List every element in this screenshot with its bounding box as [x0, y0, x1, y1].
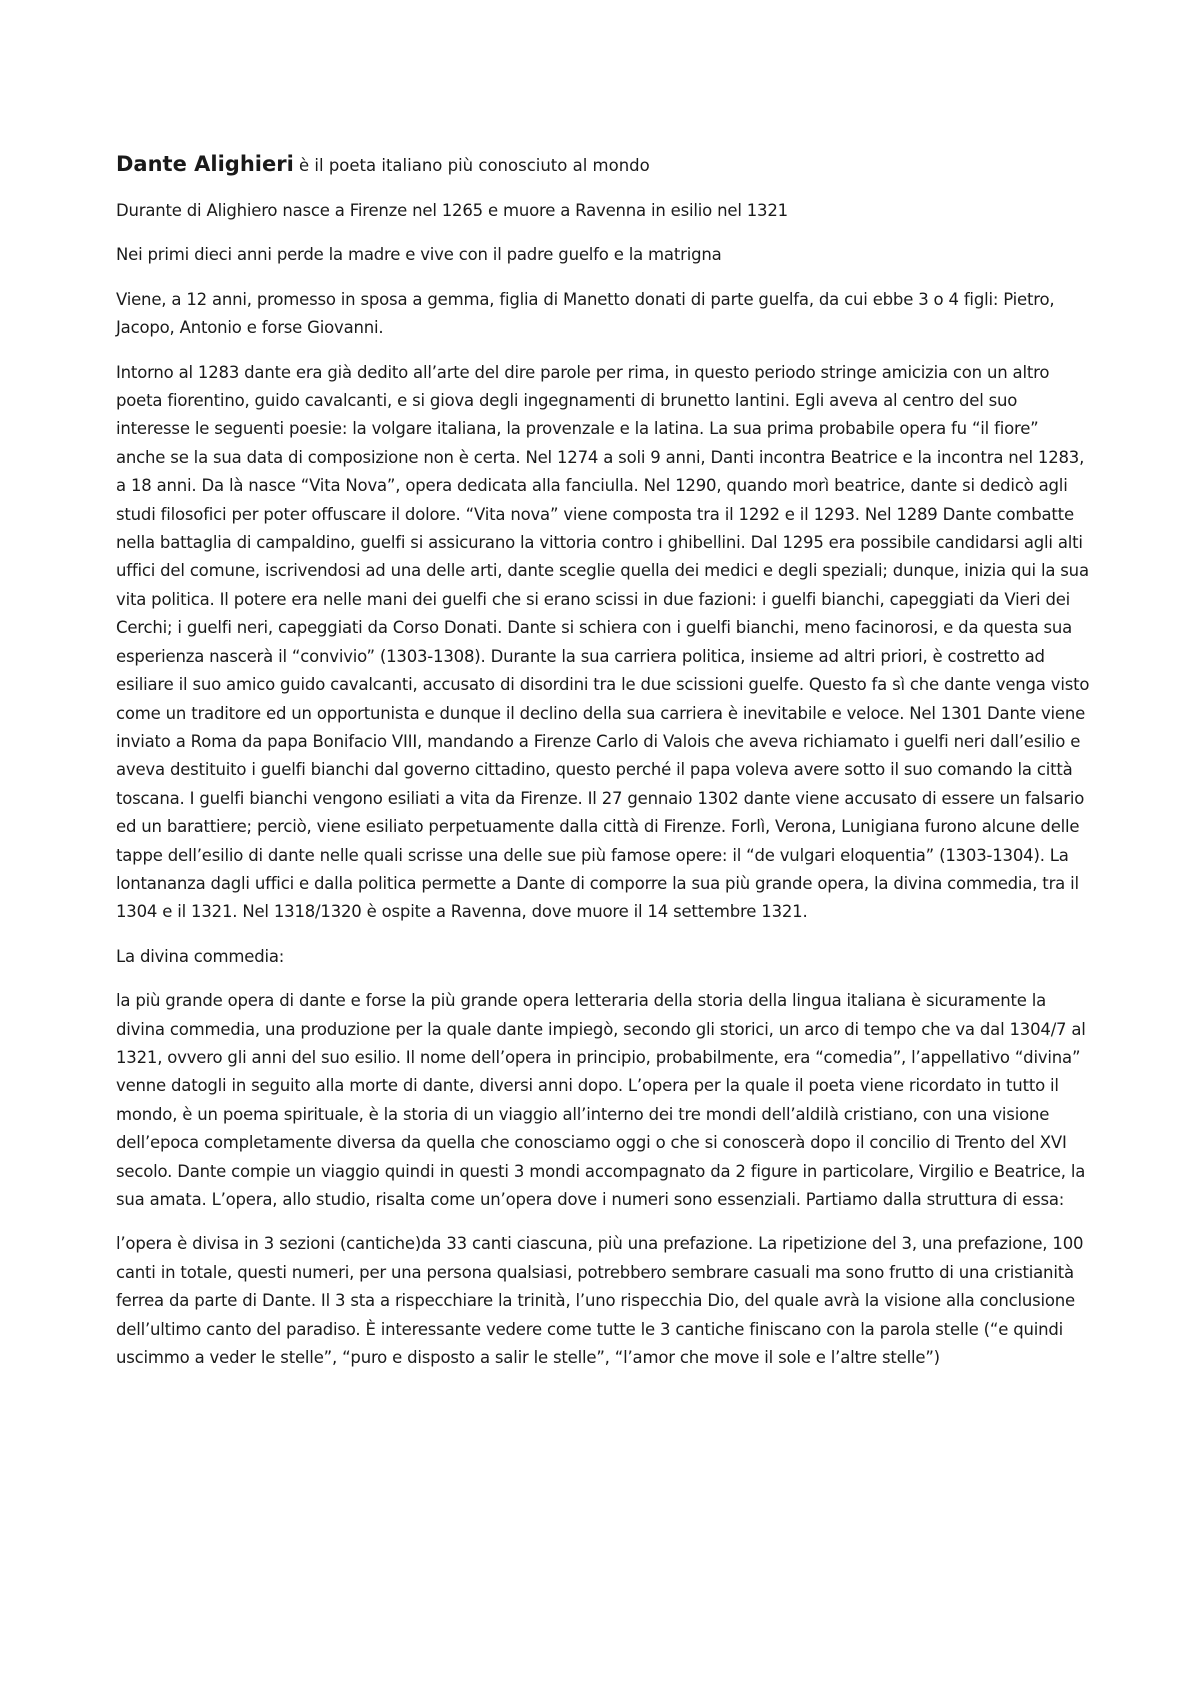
document-heading — [116, 150, 1091, 180]
heading-rest: è il poeta italiano più conosciuto al mondo — [293, 156, 650, 175]
document-page — [116, 150, 1091, 1388]
paragraph-marriage: Viene, a 12 anni, promesso in sposa a gemma, figlia di Manetto donati di parte guelfa, da cui ebbe 3 o 4 figli: Pietro, Jacopo, Antonio e forse Giovanni. — [116, 289, 1055, 338]
paragraph-commedia-intro: la più grande opera di dante e forse la più grande opera letteraria della storia della lingua italiana è sicuramente la divina commedia, una produzione per la quale dante impiegò, secondo gli storici, un arco di tempo che va dal 1304/7 al 1321, ovvero gli anni del suo esilio. Il nome dell’opera in principio, probabilmente, era “comedia”, l’appellativo “divina” venne datogli in seguito alla morte di dante, diversi anni dopo. L’opera per la quale il poeta viene ricordato in tutto il mondo, è un poema spirituale, è la storia di un viaggio all’interno dei tre mondi dell’aldilà cristiano, con una visione dell’epoca completamente diversa da quella che conosciamo oggi o che si conoscerà dopo il concilio di Trento del XVI secolo. Dante compie un viaggio quindi in questi 3 mondi accompagnato da 2 figure in particolare, Virgilio e Beatrice, la sua amata. L’opera, allo studio, risalta come un’opera dove i numeri sono essenziali. Partiamo dalla struttura di essa: — [116, 991, 1086, 1209]
paragraph-childhood: Nei primi dieci anni perde la madre e vive con il padre guelfo e la matrigna — [116, 245, 722, 265]
paragraph-commedia-structure: l’opera è divisa in 3 sezioni (cantiche)da 33 canti ciascuna, più una prefazione. La ripetizione del 3, una prefazione, 100 canti in totale, questi numeri, per una persona qualsiasi, potrebbero sembrare casuali ma sono frutto di una cristianità ferrea da parte di Dante. Il 3 sta a rispecchiare la trinità, l’uno rispecchia Dio, del quale avrà la visione alla conclusione dell’ultimo canto del paradiso. È interessante vedere come tutte le 3 cantiche finiscano con la parola stelle (“e quindi uscimmo a veder le stelle”, “puro e disposto a salir le stelle”, “l’amor che move il sole e l’altre stelle”) — [116, 1234, 1084, 1368]
paragraph-birth-death: Durante di Alighiero nasce a Firenze nel 1265 e muore a Ravenna in esilio nel 1321 — [116, 201, 788, 220]
paragraph-biography: Intorno al 1283 dante era già dedito all’arte del dire parole per rima, in questo periodo stringe amicizia con un altro poeta fiorentino, guido cavalcanti, e si giova degli ingegnamenti di brunetto lantini. Egli aveva al centro del suo interesse le seguenti poesie: la volgare italiana, la provenzale e la latina. La sua prima probabile opera fu “il fiore” anche se la sua data di composizione non è certa. Nel 1274 a soli 9 anni, Danti incontra Beatrice e la incontra nel 1283, a 18 anni. Da là nasce “Vita Nova”, opera dedicata alla fanciulla. Nel 1290, quando morì beatrice, dante si dedicò agli studi filosofici per poter offuscare il dolore. “Vita nova” viene composta tra il 1292 e il 1293. Nel 1289 Dante combatte nella battaglia di campaldino, guelfi si assicurano la vittoria contro i ghibellini. Dal 1295 era possibile candidarsi agli alti uffici del comune, iscrivendosi ad una delle arti, dante sceglie quella dei medici e degli speziali; dunque, inizia qui la sua vita politica. Il potere era nelle mani dei guelfi che si erano scissi in due fazioni: i guelfi bianchi, capeggiati da Vieri dei Cerchi; i guelfi neri, capeggiati da Corso Donati. Dante si schiera con i guelfi bianchi, meno facinorosi, e da questa sua esperienza nascerà il “convivio” (1303-1308). Durante la sua carriera politica, insieme ad altri priori, è costretto ad esiliare il suo amico guido cavalcanti, accusato di disordini tra le due scissioni guelfe. Questo fa sì che dante venga visto come un traditore ed un opportunista e dunque il declino della sua carriera è inevitabile e veloce. Nel 1301 Dante viene inviato a Roma da papa Bonifacio VIII, mandando a Firenze Carlo di Valois che aveva richiamato i guelfi neri dall’esilio e aveva destituito i guelfi bianchi dal governo cittadino, questo perché il papa voleva avere sotto il suo comando la città toscana. I guelfi bianchi vengono esiliati a vita da Firenze. Il 27 gennaio 1302 dante viene accusato di essere un falsario ed un barattiere; perciò, viene esiliato perpetuamente dalla città di Firenze. Forlì, Verona, Lunigiana furono alcune delle tappe dell’esilio di dante nelle quali scrisse una delle sue più famose opere: il “de vulgari eloquentia” (1303-1304). La lontananza dagli uffici e dalla politica permette a Dante di comporre la sua più grande opera, la divina commedia, tra il 1304 e il 1321. Nel 1318/1320 è ospite a Ravenna, dove muore il 14 settembre 1321. — [116, 362, 1090, 922]
heading-bold-name: Dante Alighieri — [116, 152, 294, 176]
section-heading-divina-commedia: La divina commedia: — [116, 946, 285, 966]
